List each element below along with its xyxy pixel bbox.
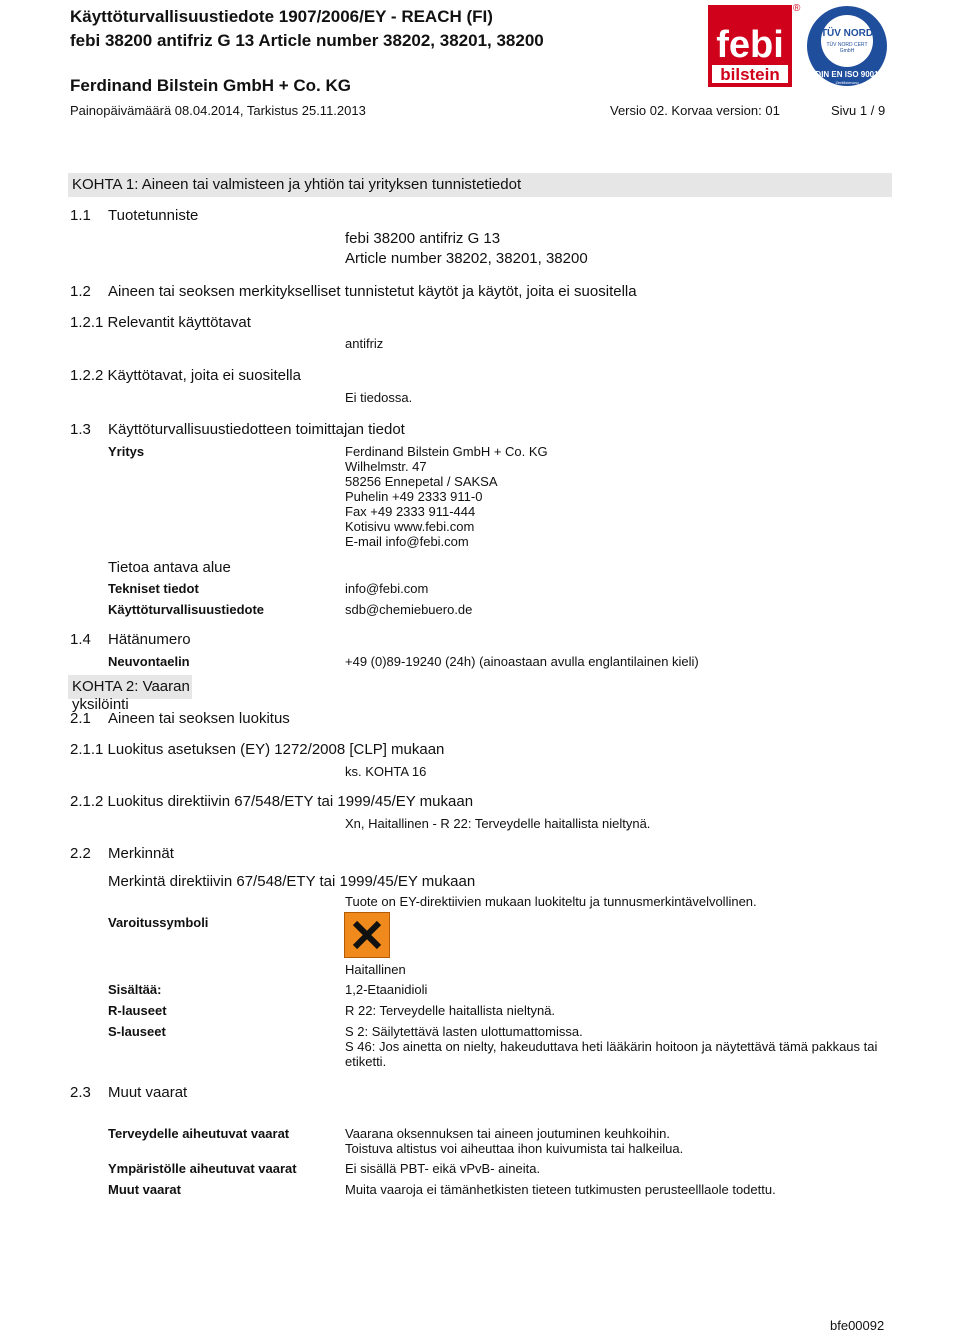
company-website: Kotisivu www.febi.com (345, 519, 475, 534)
harmful-x-icon (344, 912, 390, 958)
company-fax: Fax +49 2333 911-444 (345, 504, 476, 519)
s14-label: Hätänumero (108, 631, 191, 648)
other-hazards-label: Muut vaarat (108, 1182, 181, 1197)
s23-number: 2.3 (70, 1084, 91, 1101)
company-email: E-mail info@febi.com (345, 534, 469, 549)
seal-text-gmbh: GmbH (839, 48, 855, 54)
warning-symbol-label: Varoitussymboli (108, 915, 209, 930)
product-title: febi 38200 antifriz G 13 Article number 38202, 38201, 38200 (70, 31, 544, 50)
logo-text-febi: febi (716, 24, 784, 66)
logo-text-bilstein: bilstein (720, 65, 780, 84)
page-number: Sivu 1 / 9 (831, 103, 886, 118)
document-code: bfe00092 (830, 1318, 885, 1333)
company-line-3: 58256 Ennepetal / SAKSA (345, 474, 498, 489)
version-info: Versio 02. Korvaa version: 01 (610, 103, 780, 118)
section-2-band (68, 675, 192, 713)
s22-label: Merkinnät (108, 845, 174, 862)
company-line-1: Ferdinand Bilstein GmbH + Co. KG (345, 444, 548, 459)
other-hazards-value: Muita vaaroja ei tämänhetkisten tieteen tutkimusten perusteelllaole todettu. (345, 1182, 776, 1197)
s13-number: 1.3 (70, 421, 91, 438)
environment-hazards-value: Ei sisällä PBT- eikä vPvB- aineita. (345, 1161, 541, 1176)
s211-label: 2.1.1 Luokitus asetuksen (EY) 1272/2008 [CLP] mukaan (70, 741, 445, 758)
s212-value: Xn, Haitallinen - R 22: Terveydelle haitallista nieltynä. (345, 816, 651, 831)
product-name-line1: febi 38200 antifriz G 13 (345, 230, 501, 247)
section-1-band (68, 173, 892, 197)
contains-label: Sisältää: (108, 982, 162, 997)
s-phrase-1: S 2: Säilytettävä lasten ulottumattomissa. (345, 1024, 583, 1039)
febi-bilstein-logo (708, 5, 792, 87)
registered-mark-icon: ® (793, 3, 801, 14)
company-name: Ferdinand Bilstein GmbH + Co. KG (70, 76, 351, 95)
emergency-number: +49 (0)89-19240 (24h) (ainoastaan avulla englantilainen kieli) (345, 654, 699, 669)
s23-label: Muut vaarat (108, 1084, 188, 1101)
tech-info-label: Tekniset tiedot (108, 581, 199, 596)
sds-label: Käyttöturvallisuustiedote (108, 602, 265, 617)
health-hazards-label: Terveydelle aiheutuvat vaarat (108, 1126, 290, 1141)
s12-number: 1.2 (70, 283, 91, 300)
s212-label: 2.1.2 Luokitus direktiivin 67/548/ETY tai 1999/45/EY mukaan (70, 793, 474, 810)
s211-value: ks. KOHTA 16 (345, 764, 427, 779)
s11-number: 1.1 (70, 207, 91, 224)
s21-number: 2.1 (70, 710, 91, 727)
print-date: Painopäivämäärä 08.04.2014, Tarkistus 25.11.2013 (70, 103, 366, 118)
s12-label: Aineen tai seoksen merkitykselliset tunnistetut käytöt ja käytöt, joita ei suositella (108, 283, 637, 300)
s22-number: 2.2 (70, 845, 91, 862)
sds-value: sdb@chemiebuero.de (345, 602, 473, 617)
advice-label: Neuvontaelin (108, 654, 190, 669)
tech-info-value: info@febi.com (345, 581, 429, 596)
s-phrases-label: S-lauseet (108, 1024, 166, 1039)
label-directive: Merkintä direktiivin 67/548/ETY tai 1999/45/EY mukaan (108, 873, 476, 890)
s11-label: Tuotetunniste (108, 207, 199, 224)
r-phrases-label: R-lauseet (108, 1003, 167, 1018)
s13-label: Käyttöturvallisuustiedotteen toimittajan tiedot (108, 421, 405, 438)
s121-label: 1.2.1 Relevantit käyttötavat (70, 314, 251, 331)
health-hazards-value-2: Toistuva altistus voi aiheuttaa ihon kuivumista tai halkeilua. (345, 1141, 684, 1156)
s21-label: Aineen tai seoksen luokitus (108, 710, 290, 727)
s121-value: antifriz (345, 336, 384, 351)
info-area-label: Tietoa antava alue (108, 559, 231, 576)
seal-text-cert: TÜV NORD CERT (826, 42, 868, 48)
symbol-caption: Haitallinen (345, 962, 406, 977)
s122-value: Ei tiedossa. (345, 390, 413, 405)
r-phrases-value: R 22: Terveydelle haitallista nieltynä. (345, 1003, 556, 1018)
tuv-nord-seal (806, 5, 888, 87)
health-hazards-value-1: Vaarana oksennuksen tai aineen joutuminen keuhkoihin. (345, 1126, 670, 1141)
contains-value: 1,2-Etaanidioli (345, 982, 428, 997)
s14-number: 1.4 (70, 631, 91, 648)
section-1-title: KOHTA 1: Aineen tai valmisteen ja yhtiön tai yrityksen tunnistetiedot (72, 176, 522, 193)
environment-hazards-label: Ympäristölle aiheutuvat vaarat (108, 1161, 297, 1176)
seal-text-iso: DIN EN ISO 9001 (815, 70, 879, 79)
document-title: Käyttöturvallisuustiedote 1907/2006/EY - REACH (FI) (70, 7, 493, 26)
product-name-line2: Article number 38202, 38201, 38200 (345, 250, 588, 267)
company-label: Yritys (108, 444, 145, 459)
company-line-2: Wilhelmstr. 47 (345, 459, 427, 474)
section-2-title: KOHTA 2: Vaaran yksilöinti (72, 678, 190, 713)
seal-text-tuv: TÜV NORD (820, 28, 874, 39)
s122-label: 1.2.2 Käyttötavat, joita ei suositella (70, 367, 301, 384)
label-directive-value: Tuote on EY-direktiivien mukaan luokiteltu ja tunnusmerkintävelvollinen. (345, 894, 757, 909)
seal-text-zert: Zertifizierung (835, 80, 859, 85)
s-phrase-2: S 46: Jos ainetta on nielty, hakeuduttava heti lääkärin hoitoon ja näytettävä tämä pakkaus tai etiketti. (345, 1039, 878, 1069)
company-phone: Puhelin +49 2333 911-0 (345, 489, 483, 504)
